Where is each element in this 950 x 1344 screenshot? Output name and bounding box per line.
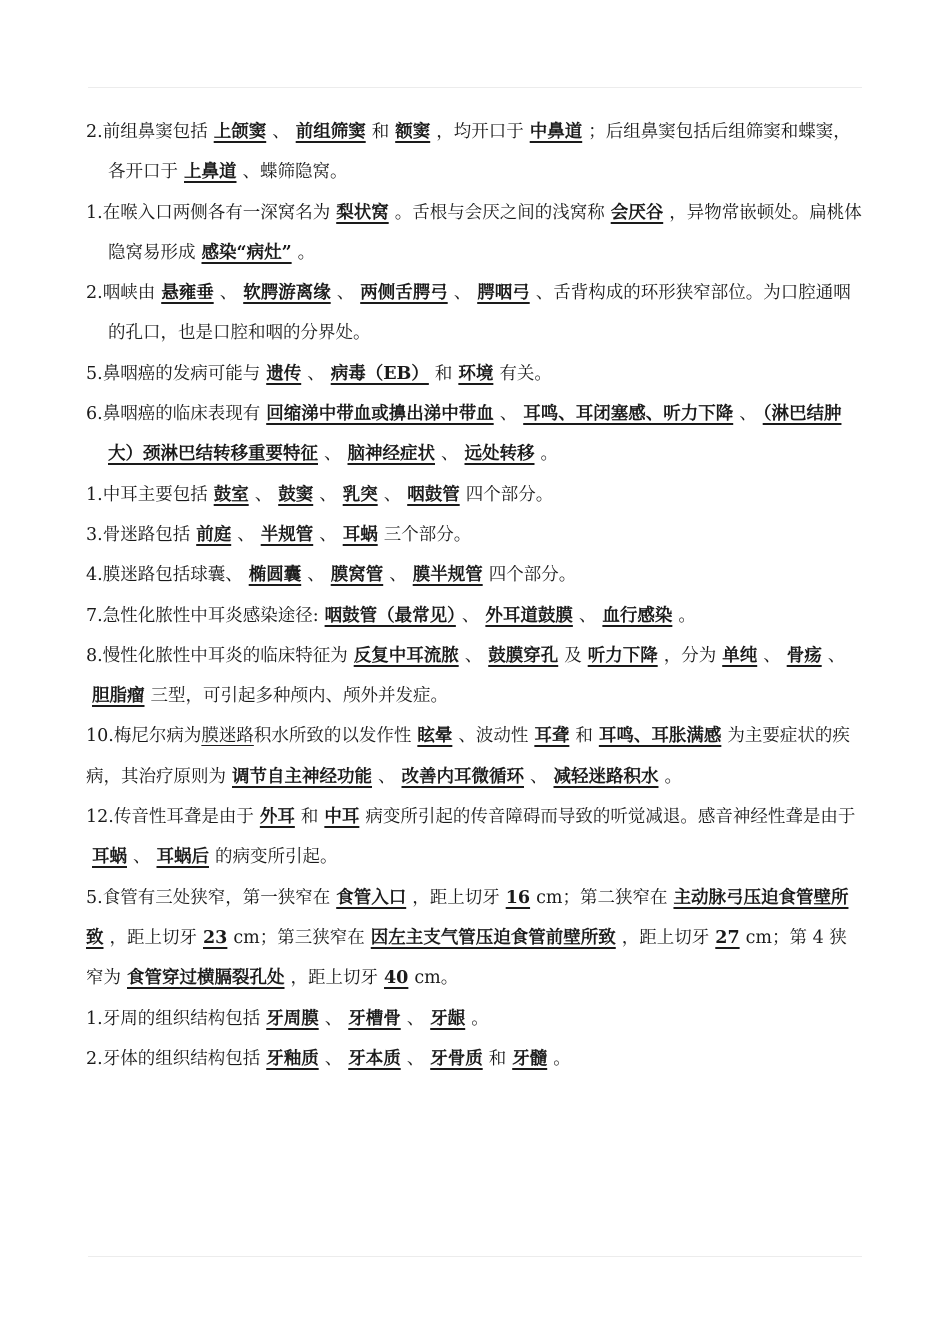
text-fragment: 、蝶筛隐窝。 (242, 162, 348, 183)
text-fragment: 有关。 (499, 363, 552, 384)
text-fragment: 、 (383, 484, 402, 505)
answer: 上鼻道 (184, 162, 237, 183)
answer: 牙骨质 (430, 1048, 483, 1069)
answer: 梨状窝 (336, 202, 389, 223)
answer: 主动脉弓压迫食管壁所致 (86, 887, 849, 948)
text-fragment: cm。 (414, 968, 459, 989)
answer: 牙周膜 (266, 1008, 319, 1029)
answer: 软腭游离缘 (243, 283, 331, 304)
answer: 单纯 (722, 645, 758, 666)
answer: 23 (203, 927, 228, 948)
text-fragment: 的病变所引起。 (215, 847, 338, 868)
text-fragment: 10. (86, 726, 114, 747)
text-fragment: 、 (319, 484, 337, 505)
text-fragment: 、 (307, 565, 325, 586)
text-fragment: 、 (219, 283, 238, 304)
text-fragment: 、波动性 (458, 726, 529, 747)
text-fragment: 传音性耳聋是由于 (113, 807, 254, 828)
text-fragment: 、 (307, 363, 325, 384)
text-fragment: 4. (86, 565, 103, 586)
list-item (86, 273, 862, 354)
answer: 脑神经症状 (347, 444, 435, 465)
answer: 膜半规管 (412, 565, 483, 586)
underlined-term: 膜迷路 (201, 726, 254, 747)
answer: 咽鼓管（最常见） (324, 605, 456, 626)
text-fragment: 四个部分。 (465, 484, 554, 505)
answer: 牙髓 (512, 1048, 548, 1069)
answer: 改善内耳微循环 (401, 766, 524, 787)
text-fragment: ；后组鼻窦包括后组筛窦和蝶窦，各开口于 (108, 122, 851, 183)
text-fragment: 和 (371, 122, 390, 142)
answer: 乳突 (342, 484, 378, 505)
list-item (86, 475, 862, 515)
answer: 耳鸣、耳胀满感 (598, 726, 722, 747)
answer: 牙槽骨 (348, 1008, 401, 1029)
answer: 感染“病灶” (201, 242, 292, 263)
text-fragment: 三型，可引起多种颅内、颅外并发症。 (150, 686, 448, 707)
answer: 鼓膜穿孔 (488, 645, 559, 666)
answer: 遗传 (266, 363, 302, 384)
text-fragment: 、 (336, 283, 355, 304)
text-fragment: 急性化脓性中耳炎感染途径: (102, 605, 319, 626)
text-fragment: 、 (530, 766, 548, 787)
text-fragment: 鼻咽癌的发病可能与 (102, 363, 261, 384)
text-fragment: 、 (237, 524, 255, 545)
text-fragment: 三个部分。 (383, 524, 472, 545)
text-fragment: cm；第二狭窄在 (536, 887, 668, 908)
answer: 腭咽弓 (477, 283, 530, 304)
list-item (86, 515, 862, 555)
answer: 上颌窦 (213, 122, 267, 142)
text-fragment: 、 (441, 444, 459, 465)
bottom-rule (88, 1256, 862, 1257)
text-fragment: 病变所引起的传音障碍而导致的听觉减退。感音神经性聋是由于 (365, 807, 856, 828)
text-fragment: 7. (86, 605, 103, 626)
text-fragment: ，均开口于 (436, 122, 524, 142)
list-item (86, 1039, 862, 1079)
answer: 回缩涕中带血或擤出涕中带血 (266, 404, 494, 425)
answer: 前组筛窦 (295, 122, 366, 142)
text-fragment: 。舌根与会厌之间的浅窝称 (394, 202, 605, 223)
answer: 耳蜗 (342, 524, 378, 545)
answer: 鼓窦 (278, 484, 314, 505)
text-fragment: 5. (86, 363, 103, 384)
answer: 两侧舌腭弓 (360, 283, 448, 304)
answer: （淋巴结肿大）颈淋巴结转移重要特征 (108, 404, 842, 465)
list-item (86, 555, 862, 595)
text-fragment: 、 (324, 1008, 343, 1029)
text-fragment: 慢性化脓性中耳炎的临床特征为 (102, 645, 348, 666)
text-fragment: 。 (540, 444, 558, 465)
text-fragment: ，距上切牙 (412, 887, 500, 908)
text-fragment: 、 (133, 847, 151, 868)
text-fragment: 、 (464, 645, 483, 666)
answer: 悬雍垂 (161, 283, 214, 304)
list-item (86, 878, 862, 999)
text-fragment: 12. (86, 807, 114, 828)
text-fragment: 3. (86, 524, 103, 545)
answer: 耳聋 (534, 726, 570, 747)
top-rule (88, 87, 862, 88)
text-fragment: 。 (553, 1048, 571, 1069)
list-item (86, 394, 862, 475)
answer: 调节自主神经功能 (232, 766, 372, 787)
text-fragment: 、 (389, 565, 407, 586)
answer: 耳鸣、耳闭塞感、听力下降 (523, 404, 734, 425)
answer: 鼓室 (213, 484, 249, 505)
text-fragment: 、 (453, 283, 472, 304)
text-fragment: 、 (319, 524, 337, 545)
text-fragment: 咽峡由 (102, 283, 156, 304)
answer: 耳蜗 (92, 847, 127, 868)
answer: 眩晕 (417, 726, 453, 747)
answer: 额窦 (395, 122, 431, 142)
text-fragment: 1. (86, 484, 103, 505)
answer: 食管穿过横膈裂孔处 (127, 968, 285, 989)
text-fragment: 和 (300, 807, 319, 828)
answer: 听力下降 (587, 645, 658, 666)
answer: 前庭 (196, 524, 232, 545)
text-fragment: ，异物常嵌顿处。扁桃体隐窝易形成 (108, 202, 862, 263)
list-item (86, 112, 862, 193)
text-fragment: cm；第 4 狭窄为 (86, 927, 847, 989)
answer: 半规管 (260, 524, 314, 545)
text-fragment: 食管有三处狭窄，第一狭窄在 (102, 887, 331, 908)
text-fragment: 牙体的组织结构包括 (102, 1048, 261, 1069)
text-fragment: 。 (297, 242, 316, 263)
text-fragment: 中耳主要包括 (102, 484, 208, 505)
list-item (86, 716, 862, 797)
text-fragment: 及 (564, 645, 582, 666)
text-fragment: 、 (272, 122, 290, 142)
text-fragment: 骨迷路包括 (102, 524, 191, 545)
answer: 膜窝管 (330, 565, 384, 586)
text-fragment: 和 (488, 1048, 507, 1069)
text-fragment: 、 (406, 1008, 425, 1029)
text-fragment: 积水所致的以发作性 (253, 726, 412, 747)
answer: 中耳 (324, 807, 360, 828)
text-fragment: 膜迷路包括球囊、 (102, 565, 243, 586)
text-fragment: 、 (406, 1048, 425, 1069)
text-fragment: 四个部分。 (488, 565, 577, 586)
text-fragment: ，距上切牙 (621, 927, 710, 948)
text-fragment: ，距上切牙 (290, 968, 378, 989)
text-fragment: 1. (86, 1008, 103, 1029)
text-fragment: 、 (254, 484, 273, 505)
answer: 椭圆囊 (248, 565, 302, 586)
answer: 病毒（EB） (330, 363, 429, 384)
document-body (86, 112, 862, 1079)
text-fragment: 5. (86, 887, 103, 908)
text-fragment: 。 (664, 766, 682, 787)
text-fragment: 、舌背构成的环形狭窄部位。为口腔通咽的孔口，也是口腔和咽的分界处。 (108, 283, 851, 344)
answer: 牙龈 (430, 1008, 466, 1029)
text-fragment: 牙周的组织结构包括 (102, 1008, 261, 1029)
answer: 外耳道鼓膜 (485, 605, 573, 626)
list-item (86, 596, 862, 636)
text-fragment: ，距上切牙 (109, 927, 197, 948)
text-fragment: 。 (471, 1008, 489, 1029)
text-fragment: 、 (461, 605, 480, 626)
text-fragment: cm；第三狭窄在 (233, 927, 365, 948)
answer: 咽鼓管 (407, 484, 460, 505)
text-fragment: 、 (739, 404, 757, 425)
text-fragment: 6. (86, 404, 103, 425)
text-fragment: 、 (578, 605, 597, 626)
text-fragment: 、 (324, 444, 342, 465)
text-fragment: 和 (434, 363, 453, 384)
answer: 减轻迷路积水 (553, 766, 659, 787)
answer: 因左主支气管压迫食管前壁所致 (370, 927, 616, 948)
answer: 远处转移 (464, 444, 535, 465)
answer: 反复中耳流脓 (353, 645, 459, 666)
text-fragment: 鼻咽癌的临床表现有 (102, 404, 261, 425)
text-fragment: 2. (86, 283, 103, 304)
answer: 牙釉质 (266, 1048, 319, 1069)
list-item (86, 797, 862, 878)
answer: 会厌谷 (610, 202, 664, 223)
text-fragment: 前组鼻窦包括 (102, 122, 208, 142)
text-fragment: 。 (678, 605, 696, 626)
answer: 胆脂瘤 (92, 686, 145, 707)
text-fragment: 1. (86, 202, 103, 223)
text-fragment: ，分为 (663, 645, 717, 666)
text-fragment: 在喉入口两侧各有一深窝名为 (102, 202, 331, 223)
answer: 环境 (458, 363, 494, 384)
text-fragment: 、 (763, 645, 781, 666)
text-fragment: 为主要症状的疾病，其治疗原则为 (86, 726, 850, 787)
answer: 16 (505, 887, 531, 908)
text-fragment: 、 (324, 1048, 343, 1069)
text-fragment: 、 (499, 404, 518, 425)
text-fragment: 、 (378, 766, 396, 787)
answer: 耳蜗后 (156, 847, 209, 868)
answer: 牙本质 (348, 1048, 401, 1069)
text-fragment: 、 (827, 645, 846, 666)
text-fragment: 2. (86, 1048, 103, 1069)
answer: 27 (715, 927, 740, 948)
answer: 40 (384, 968, 409, 989)
text-fragment: 8. (86, 645, 103, 666)
answer: 血行感染 (602, 605, 673, 626)
answer: 中鼻道 (529, 122, 583, 142)
answer: 食管入口 (336, 887, 407, 908)
text-fragment: 梅尼尔病为 (113, 726, 202, 747)
list-item (86, 193, 862, 274)
answer: 骨疡 (786, 645, 822, 666)
text-fragment: 和 (575, 726, 593, 747)
answer: 外耳 (259, 807, 295, 828)
text-fragment: 2. (86, 122, 103, 142)
list-item (86, 354, 862, 394)
list-item (86, 999, 862, 1039)
list-item (86, 636, 862, 717)
